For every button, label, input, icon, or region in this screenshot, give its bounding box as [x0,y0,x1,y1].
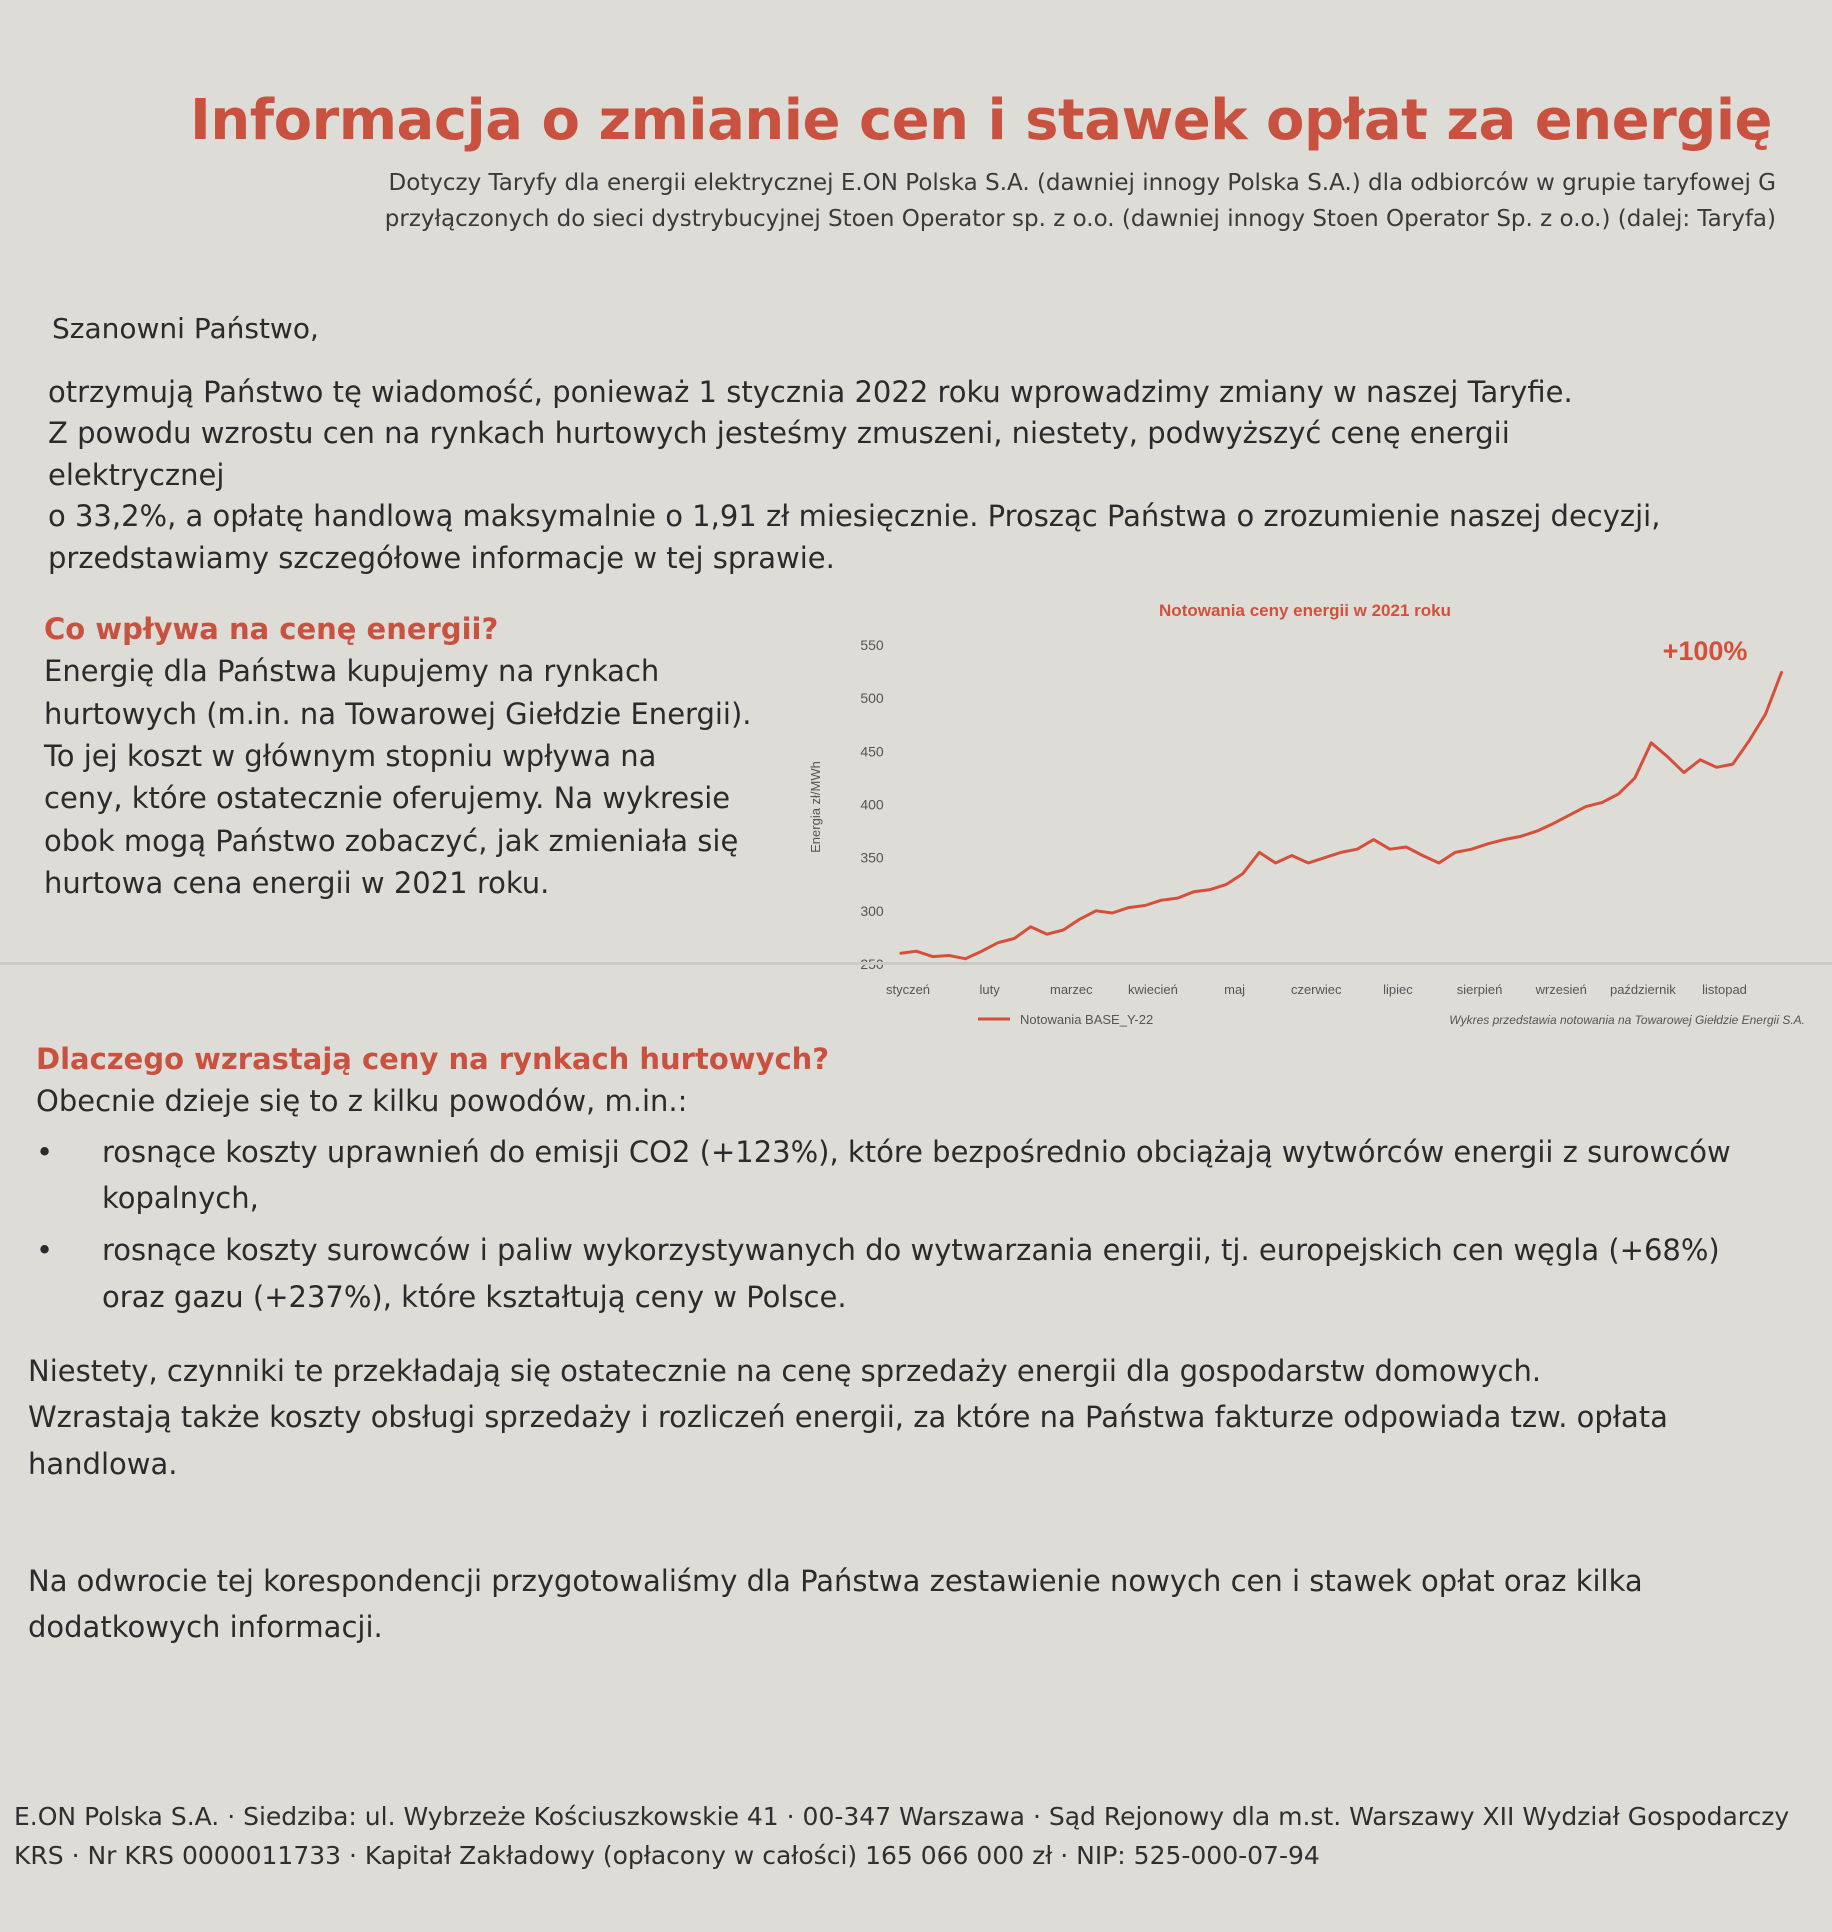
data-point [1667,756,1669,758]
legend-label: Notowania BASE_Y-22 [1020,1012,1154,1027]
data-point [965,958,967,960]
data-point [932,956,934,958]
x-tick-label: marzec [1049,982,1093,997]
data-point [1291,855,1293,857]
section-line: hurtowych (m.in. na Towarowej Giełdzie Energii). [44,696,752,731]
data-point [1308,862,1310,864]
page-title: Informacja o zmianie cen i stawek opłat za energię [190,88,1772,153]
x-tick-label: listopad [1702,982,1747,997]
paragraph-line: dodatkowych informacji. [28,1610,383,1645]
intro-line: otrzymują Państwo tę wiadomość, ponieważ 1 stycznia 2022 roku wprowadzimy zmiany w naszej Taryfie. [48,375,1573,409]
x-tick-label: kwiecień [1128,982,1178,997]
bullet-icon: • [36,1134,54,1169]
list-item-line: rosnące koszty surowców i paliw wykorzystywanych do wytwarzania energii, tj. europejskich cen węgla (+68%) [102,1233,1720,1268]
page-subtitle [276,166,1776,237]
data-point [1242,873,1244,875]
section-lead: Obecnie dzieje się to z kilku powodów, m.in.: [36,1084,688,1119]
data-point [1732,763,1734,765]
section-heading: Co wpływa na cenę energii? [44,612,499,646]
data-point [1259,852,1261,854]
section-line: hurtowa cena energii w 2021 roku. [44,865,550,900]
y-tick-label: 500 [860,690,884,707]
section-heading: Dlaczego wzrastają ceny na rynkach hurtowych? [36,1042,830,1076]
data-point [1503,839,1505,841]
subtitle-line: przyłączonych do sieci dystrybucyjnej Stoen Operator sp. z o.o. (dawniej innogy Stoen Operator Sp. z o.o.) (dalej: Taryfa) [384,205,1776,232]
data-point [1144,905,1146,907]
data-point [1046,933,1048,935]
data-point [1454,852,1456,854]
data-point [1699,759,1701,761]
data-point [1112,912,1114,914]
list-item-line: oraz gazu (+237%), które kształtują ceny w Polsce. [102,1279,847,1314]
list-item-line: kopalnych, [102,1181,259,1216]
footer-line: E.ON Polska S.A. · Siedziba: ul. Wybrzeże Kościuszkowskie 41 · 00-347 Warszawa · Sąd Rejonowy dla m.st. Warszawy XII Wydział Gospodarczy [14,1802,1790,1831]
data-point [1128,907,1130,909]
data-point [916,950,918,952]
data-point [1650,742,1652,744]
data-point [1781,671,1783,673]
footer-line: KRS · Nr KRS 0000011733 · Kapitał Zakładowy (opłacony w całości) 165 066 000 zł · NIP: 525-000-07-94 [14,1840,1320,1870]
y-tick-label: 350 [860,849,884,866]
section-energy-price [44,608,764,904]
paragraph-line: Wzrastają także koszty obsługi sprzedaży i rozliczeń energii, za które na Państwa fakturze odpowiada tzw. opłata [28,1400,1668,1435]
data-point [1520,836,1522,838]
data-point [948,955,950,957]
data-point [1356,848,1358,850]
series-line [900,672,1782,959]
section-line: obok mogą Państwo zobaczyć, jak zmieniała się [44,823,739,858]
chart-annotation: +100% [1662,636,1748,666]
data-point [1405,846,1407,848]
x-tick-label: luty [979,982,1000,997]
data-point [1601,802,1603,804]
data-point [1079,919,1081,921]
x-tick-label: maj [1224,982,1246,997]
company-footer [14,1798,1814,1876]
data-point [1210,889,1212,891]
data-point [1063,929,1065,931]
x-tick-label: sierpień [1456,982,1503,997]
x-tick-label: lipiec [1383,982,1413,997]
section-line: Energię dla Państwa kupujemy na rynkach [44,654,660,689]
data-point [1569,814,1571,816]
y-axis-label: Energia zł/MWh [808,761,823,853]
chart-source-note: Wykres przedstawia notowania na Towarowej Giełdzie Energii S.A. [1449,1013,1805,1027]
list-item-line: rosnące koszty uprawnień do emisji CO2 (+123%), które bezpośrednio obciążają wytwórców energii z surowców [102,1134,1731,1169]
data-point [1765,713,1767,715]
data-point [1683,772,1685,774]
x-tick-label: wrzesień [1535,982,1587,997]
data-point [1389,848,1391,850]
data-point [1161,899,1163,901]
price-chart [800,592,1810,1032]
section-line: ceny, które ostatecznie oferujemy. Na wykresie [44,781,731,816]
section-wholesale-prices [36,1038,1796,1326]
data-point [997,942,999,944]
intro-paragraph [48,372,1688,579]
intro-line: o 33,2%, a opłatę handlową maksymalnie o 1,91 zł miesięcznie. Prosząc Państwa o zrozumienie naszej decyzji, [48,499,1661,534]
data-point [1634,777,1636,779]
closing-paragraph [28,1348,1788,1487]
data-point [1226,884,1228,886]
x-tick-label: styczeń [885,982,931,997]
y-tick-label: 550 [860,637,884,653]
y-tick-label: 400 [860,796,884,813]
data-point [1471,848,1473,850]
closing-paragraph [28,1558,1788,1651]
paragraph-line: Na odwrocie tej korespondencji przygotowaliśmy dla Państwa zestawienie nowych cen i stawek opłat oraz kilka [28,1564,1643,1598]
data-point [1716,767,1718,769]
paper-fold-line [0,962,1832,965]
data-point [899,953,901,955]
data-point [1536,830,1538,832]
data-point [1438,862,1440,864]
data-point [1177,897,1179,899]
data-point [1275,862,1277,864]
y-tick-label: 300 [860,902,884,919]
intro-line: przedstawiamy szczegółowe informacje w tej sprawie. [48,540,835,575]
subtitle-line: Dotyczy Taryfy dla energii elektrycznej E.ON Polska S.A. (dawniej innogy Polska S.A.) dla odbiorców w grupie taryfowej G [388,170,1776,196]
data-point [1095,910,1097,912]
data-point [1552,823,1554,825]
chart-title: Notowania ceny energii w 2021 roku [1159,601,1451,620]
data-point [1748,740,1750,742]
y-tick-label: 450 [860,743,884,760]
intro-line: Z powodu wzrostu cen na rynkach hurtowych jesteśmy zmuszeni, niestety, podwyższyć cenę energii elektrycznej [48,416,1510,492]
data-point [1422,855,1424,857]
bullet-icon: • [36,1233,54,1268]
data-point [981,950,983,952]
data-point [1487,843,1489,845]
list-item [36,1129,1796,1222]
data-point [1193,891,1195,893]
paragraph-line: handlowa. [28,1446,178,1481]
data-point [1340,852,1342,854]
data-point [1030,926,1032,928]
x-tick-label: październik [1609,982,1676,997]
data-point [1585,806,1587,808]
data-point [1373,839,1375,841]
data-point [1618,793,1620,795]
price-chart-svg [800,592,1810,1032]
list-item [36,1227,1796,1320]
section-line: To jej koszt w głównym stopniu wpływa na [44,738,657,773]
greeting: Szanowni Państwo, [52,312,319,345]
data-point [1014,938,1016,940]
paragraph-line: Niestety, czynniki te przekładają się ostatecznie na cenę sprzedaży energii dla gospodarstw domowych. [28,1354,1542,1388]
data-point [1324,857,1326,859]
reasons-list [36,1129,1796,1321]
x-tick-label: czerwiec [1290,982,1342,997]
